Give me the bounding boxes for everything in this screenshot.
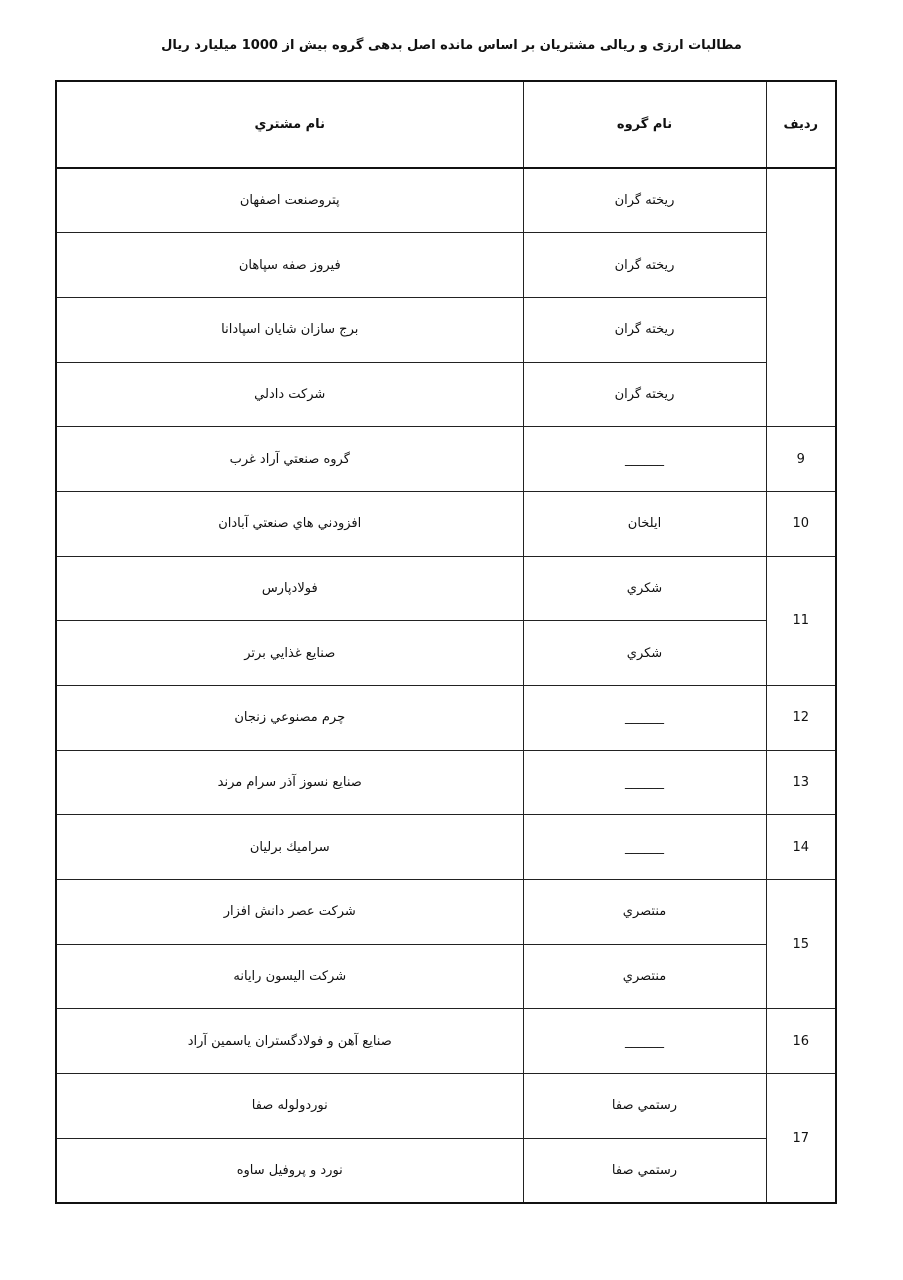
table-row — [56, 1074, 836, 1139]
customer-name-cell: صنايع آهن و فولادگستران ياسمين آراد — [56, 1009, 523, 1074]
row-number-cell: 17 — [766, 1074, 836, 1203]
customer-name-cell: گروه صنعتي آراد غرب — [56, 427, 523, 492]
customers-table — [55, 80, 837, 1204]
group-name-cell: ______ — [523, 686, 766, 751]
group-name-cell: ______ — [523, 750, 766, 815]
group-name-cell: شكري — [523, 556, 766, 621]
group-name-cell: ريخته گران — [523, 297, 766, 362]
row-number-cell: 15 — [766, 880, 836, 1009]
row-number-cell: 16 — [766, 1009, 836, 1074]
table-row — [56, 491, 836, 556]
header-row-number: رديف — [766, 81, 836, 168]
group-name-cell: ريخته گران — [523, 233, 766, 298]
table-row — [56, 815, 836, 880]
group-name-cell: ريخته گران — [523, 168, 766, 233]
table-row — [56, 1009, 836, 1074]
group-name-cell: رستمي صفا — [523, 1138, 766, 1203]
row-number-cell: 10 — [766, 491, 836, 556]
customer-name-cell: نورد و پروفيل ساوه — [56, 1138, 523, 1203]
table-row — [56, 944, 836, 1009]
row-number-cell: 12 — [766, 686, 836, 751]
customer-name-cell: برج سازان شايان اسپادانا — [56, 297, 523, 362]
table-row — [56, 168, 836, 233]
table-row — [56, 1138, 836, 1203]
group-name-cell: رستمي صفا — [523, 1074, 766, 1139]
customer-name-cell: افزودني هاي صنعتي آبادان — [56, 491, 523, 556]
customer-name-cell: نوردولوله صفا — [56, 1074, 523, 1139]
table-row — [56, 556, 836, 621]
customer-name-cell: صنايع غذايي برتر — [56, 621, 523, 686]
customer-name-cell: پتروصنعت اصفهان — [56, 168, 523, 233]
table-row — [56, 233, 836, 298]
group-name-cell: شكري — [523, 621, 766, 686]
row-number-cell: 11 — [766, 556, 836, 685]
group-name-cell: ______ — [523, 427, 766, 492]
customer-name-cell: شركت دادلي — [56, 362, 523, 427]
customer-name-cell: سراميك برليان — [56, 815, 523, 880]
table-row — [56, 297, 836, 362]
page-title: مطالبات ارزی و ریالی مشتریان بر اساس مانده اصل بدهی گروه بیش از 1000 میلیارد ریال — [161, 38, 742, 53]
row-number-cell: 9 — [766, 427, 836, 492]
row-number-cell: 13 — [766, 750, 836, 815]
customer-name-cell: فيروز صفه سپاهان — [56, 233, 523, 298]
group-name-cell: ريخته گران — [523, 362, 766, 427]
table-row — [56, 686, 836, 751]
group-name-cell: منتصري — [523, 944, 766, 1009]
header-group-name: نام گروه — [523, 81, 766, 168]
group-name-cell: ايلخان — [523, 491, 766, 556]
row-number-cell — [766, 168, 836, 427]
customer-name-cell: فولادپارس — [56, 556, 523, 621]
row-number-cell: 14 — [766, 815, 836, 880]
table-row — [56, 362, 836, 427]
table-row — [56, 750, 836, 815]
customer-name-cell: شركت اليسون رايانه — [56, 944, 523, 1009]
table-header-row — [56, 81, 836, 168]
customer-name-cell: شركت عصر دانش افزار — [56, 880, 523, 945]
table-row — [56, 427, 836, 492]
customer-name-cell: چرم مصنوعي زنجان — [56, 686, 523, 751]
group-name-cell: ______ — [523, 815, 766, 880]
group-name-cell: ______ — [523, 1009, 766, 1074]
customer-name-cell: صنايع نسوز آذر سرام مرند — [56, 750, 523, 815]
group-name-cell: منتصري — [523, 880, 766, 945]
header-customer-name: نام مشتري — [56, 81, 523, 168]
table-row — [56, 621, 836, 686]
table-row — [56, 880, 836, 945]
